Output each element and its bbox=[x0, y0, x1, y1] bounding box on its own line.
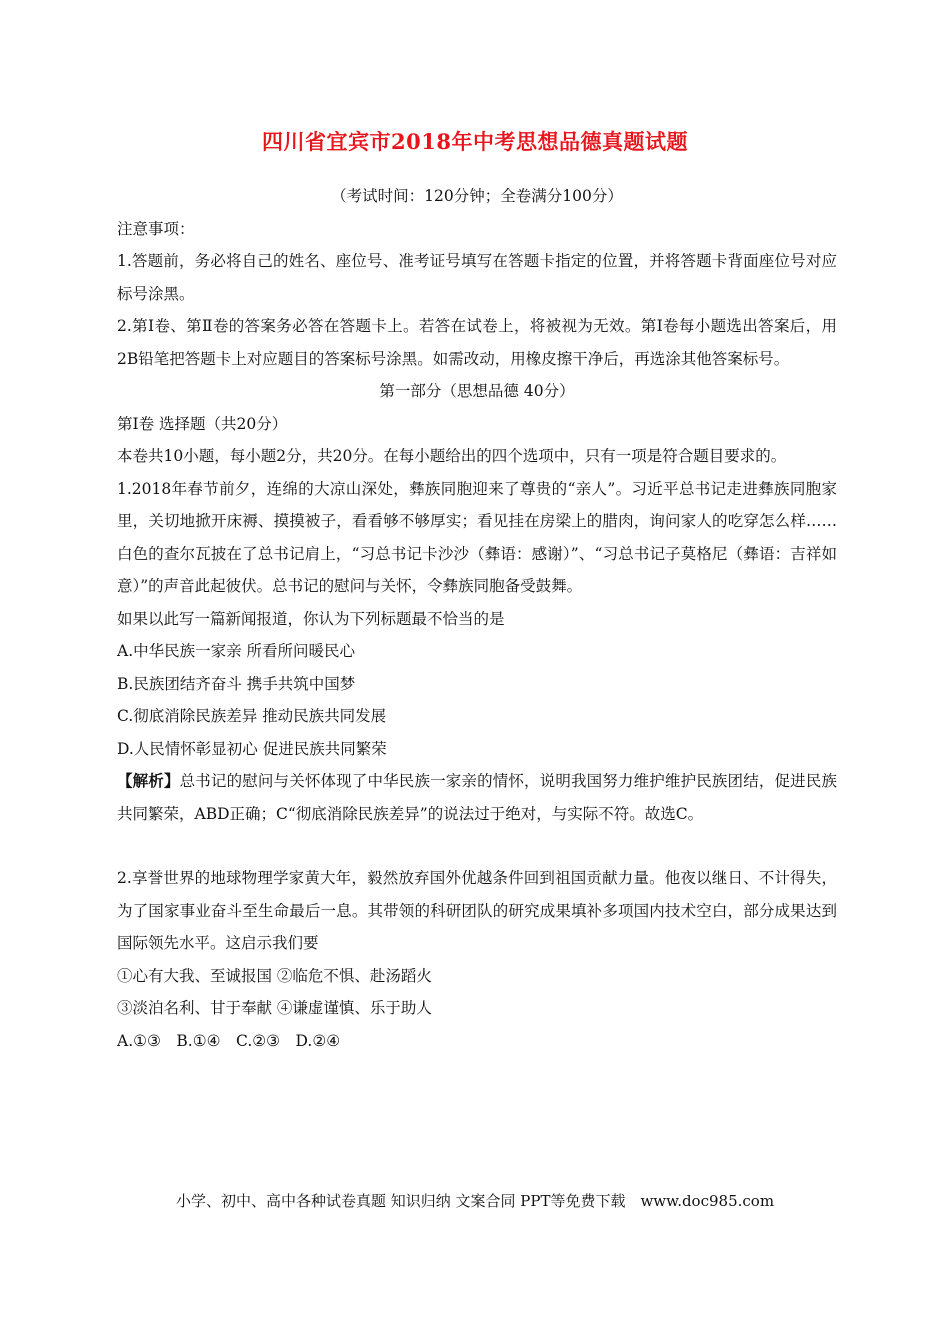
analysis-label: 【解析】 bbox=[117, 771, 180, 790]
page-title: 四川省宜宾市2018年中考思想品德真题试题 bbox=[262, 129, 688, 154]
exam-info: （考试时间：120分钟；全卷满分100分） bbox=[331, 187, 623, 205]
question-2-stem: 2.享誉世界的地球物理学家黄大年，毅然放弃国外优越条件回到祖国贡献力量。他夜以继日、不计得失，为了国家事业奋斗至生命最后一息。其带领的科研团队的研究成果填补多项国内技术空白，部分成果达到国际领先水平。这启示我们要 bbox=[117, 869, 837, 952]
section-instructions: 本卷共10小题，每小题2分，共20分。在每小题给出的四个选项中，只有一项是符合题目要求的。 bbox=[117, 447, 787, 465]
note-1: 1.答题前，务必将自己的姓名、座位号、准考证号填写在答题卡指定的位置，并将答题卡背面座位号对应标号涂黑。 bbox=[117, 252, 837, 303]
notes-heading: 注意事项： bbox=[117, 219, 195, 238]
question-2-choices-line-1: ①心有大我、至诚报国 ②临危不惧、赴汤蹈火 bbox=[117, 966, 432, 985]
question-1-option-a: A.中华民族一家亲 所看所问暖民心 bbox=[117, 642, 356, 660]
document-body bbox=[117, 180, 837, 1057]
question-1-option-d: D.人民情怀彰显初心 促进民族共同繁荣 bbox=[117, 739, 387, 758]
question-1-prompt: 如果以此写一篇新闻报道，你认为下列标题最不恰当的是 bbox=[117, 609, 505, 628]
question-1-option-b: B.民族团结齐奋斗 携手共筑中国梦 bbox=[117, 674, 356, 693]
question-1-analysis bbox=[117, 765, 837, 830]
question-2-choices-line-2: ③淡泊名利、甘于奉献 ④谦虚谨慎、乐于助人 bbox=[117, 999, 432, 1017]
note-2: 2.第Ⅰ卷、第Ⅱ卷的答案务必答在答题卡上。若答在试卷上，将被视为无效。第Ⅰ卷每小题选出答案后，用2B铅笔把答题卡上对应题目的答案标号涂黑。如需改动，用橡皮擦干净后，再选涂其他答案标号。 bbox=[117, 317, 837, 368]
spacer bbox=[117, 830, 837, 862]
question-2-options: A.①③ B.①④ C.②③ D.②④ bbox=[117, 1031, 341, 1050]
analysis-text: 总书记的慰问与关怀体现了中华民族一家亲的情怀，说明我国努力维护维护民族团结，促进民族共同繁荣，ABD正确；C“彻底消除民族差异”的说法过于绝对，与实际不符。故选C。 bbox=[117, 772, 837, 823]
part-one-heading: 第一部分（思想品德 40分） bbox=[379, 382, 575, 400]
question-1-option-c: C.彻底消除民族差异 推动民族共同发展 bbox=[117, 707, 387, 725]
section-heading: 第Ⅰ卷 选择题（共20分） bbox=[117, 414, 288, 433]
page-footer: 小学、初中、高中各种试卷真题 知识归纳 文案合同 PPT等免费下载 www.doc985.com bbox=[175, 1192, 775, 1210]
question-1-stem: 1.2018年春节前夕，连绵的大凉山深处，彝族同胞迎来了尊贵的“亲人”。习近平总书记走进彝族同胞家里，关切地掀开床褥、摸摸被子，看看够不够厚实；看见挂在房梁上的腊肉，询问家人的吃穿怎么样……白色的查尔瓦披在了总书记肩上，“习总书记卡沙沙（彝语：感谢）”、“习总书记子莫格尼（彝语：吉祥如意）”的声音此起彼伏。总书记的慰问与关怀，令彝族同胞备受鼓舞。 bbox=[117, 479, 837, 595]
